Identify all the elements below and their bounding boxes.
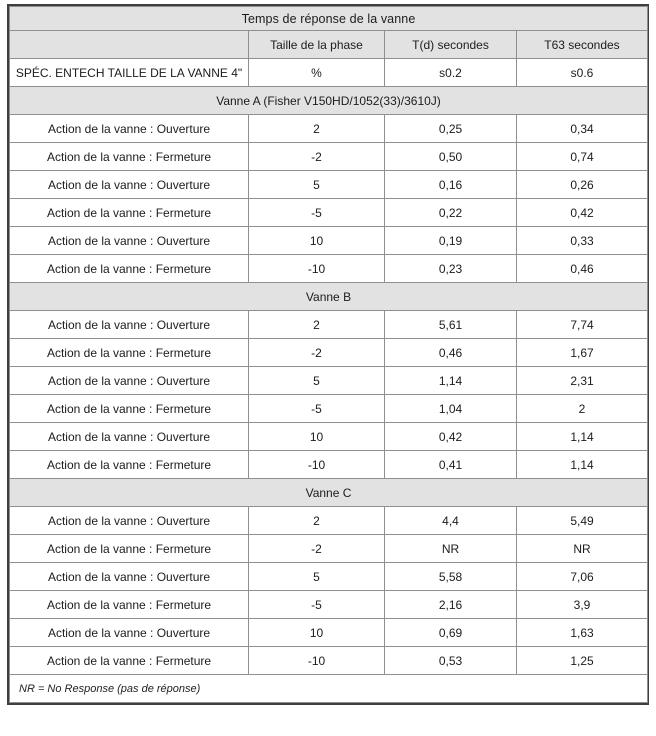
action-cell: Action de la vanne : Fermeture	[10, 255, 249, 283]
action-cell: Action de la vanne : Fermeture	[10, 591, 249, 619]
valve-response-table-frame	[7, 4, 649, 705]
action-cell: Action de la vanne : Ouverture	[10, 619, 249, 647]
col-header-empty	[10, 31, 249, 59]
action-cell: Action de la vanne : Fermeture	[10, 143, 249, 171]
table-row	[10, 115, 648, 143]
td-seconds-cell: 2,16	[385, 591, 517, 619]
table-row	[10, 199, 648, 227]
td-seconds-cell: 0,41	[385, 451, 517, 479]
phase-cell: 10	[249, 619, 385, 647]
t63-seconds-cell: 1,63	[517, 619, 648, 647]
table-row	[10, 591, 648, 619]
col-header-phase-size: Taille de la phase	[249, 31, 385, 59]
phase-cell: 10	[249, 227, 385, 255]
phase-cell: 2	[249, 507, 385, 535]
phase-cell: -2	[249, 535, 385, 563]
td-seconds-cell: 4,4	[385, 507, 517, 535]
td-seconds-cell: 0,50	[385, 143, 517, 171]
td-seconds-cell: 5,61	[385, 311, 517, 339]
action-cell: Action de la vanne : Ouverture	[10, 171, 249, 199]
section-header-row	[10, 283, 648, 311]
spec-t63-cell: s0.6	[517, 59, 648, 87]
td-seconds-cell: 5,58	[385, 563, 517, 591]
footnote-section	[10, 675, 648, 703]
action-cell: Action de la vanne : Ouverture	[10, 507, 249, 535]
table-row	[10, 227, 648, 255]
table-row	[10, 535, 648, 563]
action-cell: Action de la vanne : Fermeture	[10, 535, 249, 563]
spec-row	[10, 59, 648, 87]
table-row	[10, 563, 648, 591]
phase-cell: -10	[249, 451, 385, 479]
col-header-td-seconds: T(d) secondes	[385, 31, 517, 59]
t63-seconds-cell: 1,14	[517, 423, 648, 451]
t63-seconds-cell: 0,34	[517, 115, 648, 143]
table-row	[10, 339, 648, 367]
table-row	[10, 255, 648, 283]
section-header-row	[10, 479, 648, 507]
table-row	[10, 143, 648, 171]
table-title-row	[10, 7, 648, 31]
section-title: Vanne B	[10, 283, 648, 311]
t63-seconds-cell: 2	[517, 395, 648, 423]
td-seconds-cell: 1,04	[385, 395, 517, 423]
table-row	[10, 451, 648, 479]
spec-label: SPÉC. ENTECH TAILLE DE LA VANNE 4"	[10, 59, 249, 87]
t63-seconds-cell: 0,33	[517, 227, 648, 255]
action-cell: Action de la vanne : Fermeture	[10, 647, 249, 675]
td-seconds-cell: 0,16	[385, 171, 517, 199]
action-cell: Action de la vanne : Ouverture	[10, 115, 249, 143]
t63-seconds-cell: 7,06	[517, 563, 648, 591]
t63-seconds-cell: 7,74	[517, 311, 648, 339]
phase-cell: 2	[249, 115, 385, 143]
action-cell: Action de la vanne : Ouverture	[10, 367, 249, 395]
action-cell: Action de la vanne : Ouverture	[10, 423, 249, 451]
valve-response-table	[9, 6, 648, 703]
table-row	[10, 311, 648, 339]
table-title: Temps de réponse de la vanne	[10, 7, 648, 31]
section-header-row	[10, 87, 648, 115]
action-cell: Action de la vanne : Fermeture	[10, 451, 249, 479]
spec-phase-cell: %	[249, 59, 385, 87]
phase-cell: 10	[249, 423, 385, 451]
table-head	[10, 7, 648, 59]
col-header-t63-seconds: T63 secondes	[517, 31, 648, 59]
column-header-row	[10, 31, 648, 59]
td-seconds-cell: 0,53	[385, 647, 517, 675]
phase-cell: 5	[249, 171, 385, 199]
phase-cell: 5	[249, 367, 385, 395]
section-title: Vanne A (Fisher V150HD/1052(33)/3610J)	[10, 87, 648, 115]
action-cell: Action de la vanne : Fermeture	[10, 199, 249, 227]
td-seconds-cell: 0,42	[385, 423, 517, 451]
action-cell: Action de la vanne : Fermeture	[10, 395, 249, 423]
t63-seconds-cell: 1,67	[517, 339, 648, 367]
phase-cell: -2	[249, 143, 385, 171]
t63-seconds-cell: 0,42	[517, 199, 648, 227]
action-cell: Action de la vanne : Ouverture	[10, 563, 249, 591]
table-row	[10, 619, 648, 647]
table-row	[10, 507, 648, 535]
t63-seconds-cell: 0,74	[517, 143, 648, 171]
table-row	[10, 423, 648, 451]
phase-cell: -5	[249, 591, 385, 619]
table-row	[10, 171, 648, 199]
t63-seconds-cell: 0,46	[517, 255, 648, 283]
td-seconds-cell: NR	[385, 535, 517, 563]
spec-td-cell: s0.2	[385, 59, 517, 87]
phase-cell: -5	[249, 199, 385, 227]
td-seconds-cell: 0,69	[385, 619, 517, 647]
t63-seconds-cell: 2,31	[517, 367, 648, 395]
footnote-row	[10, 675, 648, 703]
section-title: Vanne C	[10, 479, 648, 507]
t63-seconds-cell: 1,14	[517, 451, 648, 479]
td-seconds-cell: 1,14	[385, 367, 517, 395]
valve-sections	[10, 87, 648, 675]
td-seconds-cell: 0,23	[385, 255, 517, 283]
t63-seconds-cell: 5,49	[517, 507, 648, 535]
phase-cell: -2	[249, 339, 385, 367]
phase-cell: 5	[249, 563, 385, 591]
td-seconds-cell: 0,19	[385, 227, 517, 255]
spec-section	[10, 59, 648, 87]
t63-seconds-cell: 1,25	[517, 647, 648, 675]
t63-seconds-cell: 0,26	[517, 171, 648, 199]
t63-seconds-cell: 3,9	[517, 591, 648, 619]
table-row	[10, 395, 648, 423]
t63-seconds-cell: NR	[517, 535, 648, 563]
td-seconds-cell: 0,25	[385, 115, 517, 143]
phase-cell: -5	[249, 395, 385, 423]
table-row	[10, 647, 648, 675]
action-cell: Action de la vanne : Fermeture	[10, 339, 249, 367]
action-cell: Action de la vanne : Ouverture	[10, 227, 249, 255]
td-seconds-cell: 0,22	[385, 199, 517, 227]
phase-cell: -10	[249, 647, 385, 675]
phase-cell: 2	[249, 311, 385, 339]
table-row	[10, 367, 648, 395]
phase-cell: -10	[249, 255, 385, 283]
footnote-text: NR = No Response (pas de réponse)	[10, 675, 648, 703]
td-seconds-cell: 0,46	[385, 339, 517, 367]
action-cell: Action de la vanne : Ouverture	[10, 311, 249, 339]
